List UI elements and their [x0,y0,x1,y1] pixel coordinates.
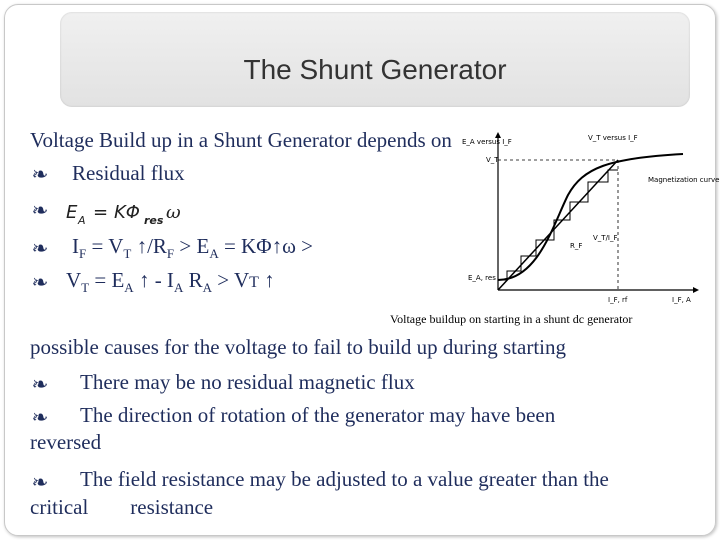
bullet-terminal-voltage: $V_T = E_A$ ↑ - $I_A$ $R_A$ > VT ↑ [66,268,275,296]
label-magnetization: Magnetization curve [648,176,720,184]
bullet-icon: ❧ [31,236,49,260]
bullet-field-current: $I_F = V_T$ $↑/R_F > E_A$ = KΦ↑ω > [72,234,313,262]
svg-text:=: = [93,202,109,223]
label-vt: V_T [486,156,499,164]
label-ea-res: E_A, res [468,274,496,282]
bullet-icon: ❧ [31,270,49,294]
cause-rotation-line2: reversed [30,430,102,454]
cause-no-residual-flux: There may be no residual magnetic flux [80,370,415,394]
svg-text:E: E [66,202,78,223]
bullet-residual-flux: Residual flux [72,161,185,185]
cause-field-resistance-line1: The field resistance may be adjusted to a value greater than the [80,467,609,491]
formula-ea [66,198,186,231]
label-if-rated: I_F, rf [608,296,628,304]
label-vt-if: V_T/I_F [593,234,618,242]
figure-caption: Voltage buildup on starting in a shunt dc generator [390,312,633,326]
cause-rotation-line1: The direction of rotation of the generator may have been [80,403,556,427]
cause-field-resistance-line2: critical resistance [30,495,214,519]
svg-text:KΦ: KΦ [114,202,140,223]
intro-text: Voltage Build up in a Shunt Generator depends on [30,128,452,152]
bullet-icon: ❧ [31,470,49,494]
causes-heading: possible causes for the voltage to fail to build up during starting [30,335,566,359]
label-vt-vs-if: V_T versus I_F [588,134,638,142]
bullet-icon: ❧ [31,372,49,396]
label-rf: R_F [570,242,583,250]
svg-text:res: res [144,214,164,227]
label-ea-axis: E_A versus I_F [462,138,512,146]
svg-text:ω: ω [166,202,181,223]
bullet-icon: ❧ [31,405,49,429]
label-x-axis: I_F, A [672,296,691,304]
voltage-buildup-figure [458,130,720,308]
svg-text:A: A [78,214,86,227]
bullet-icon: ❧ [31,198,49,222]
bullet-icon: ❧ [31,162,49,186]
slide-title: The Shunt Generator [243,54,507,85]
